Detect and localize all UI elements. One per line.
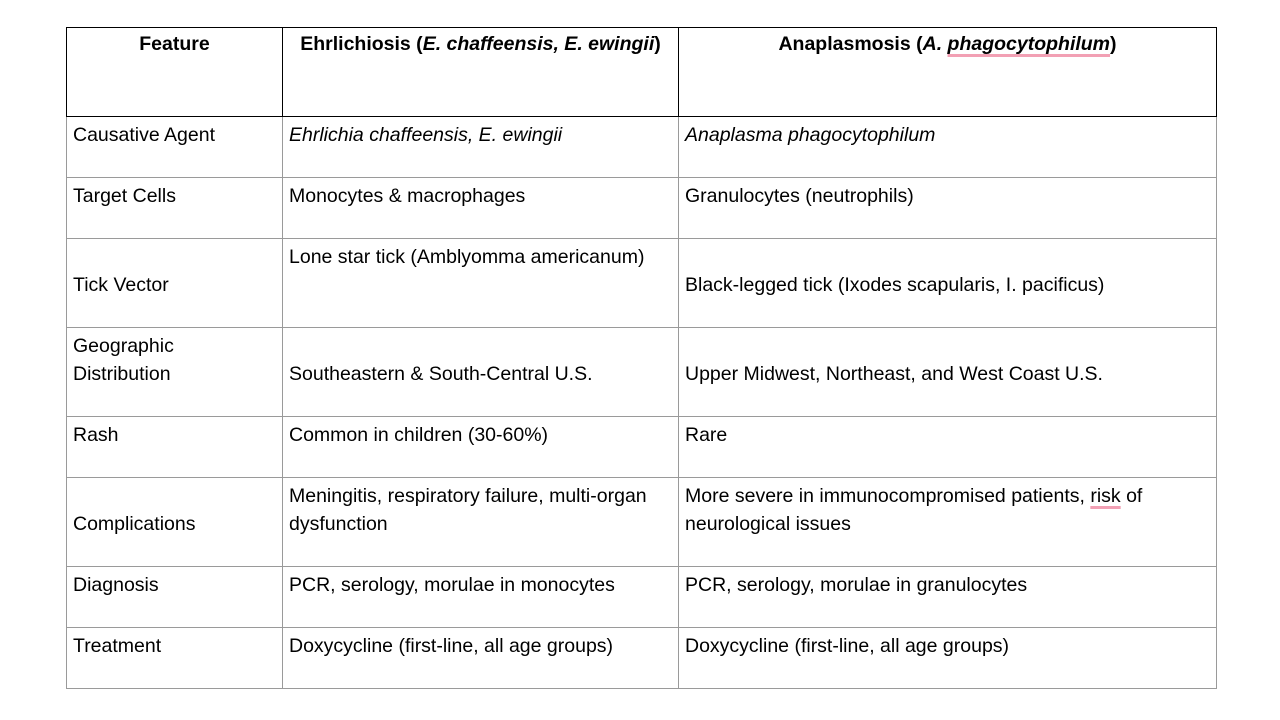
row-label: Tick Vector [67,239,283,328]
cell-anaplasmosis: PCR, serology, morulae in granulocytes [679,567,1217,628]
complications-text-before: More severe in immunocompromised patients, [685,485,1091,507]
row-label: Diagnosis [67,567,283,628]
table-row [67,628,1217,689]
complications-text-after: of neurological issues [685,485,1143,535]
header-anaplasmosis-name: Anaplasmosis ( [778,33,923,55]
table-row [67,567,1217,628]
row-label: Treatment [67,628,283,689]
cell-anaplasmosis: Doxycycline (first-line, all age groups) [679,628,1217,689]
table-row [67,117,1217,178]
table-row [67,417,1217,478]
header-ehrlichiosis-name: Ehrlichiosis ( [300,33,423,55]
spellcheck-flagged-word[interactable]: risk [1090,485,1121,507]
row-label: Complications [67,478,283,567]
row-label: Causative Agent [67,117,283,178]
cell-anaplasmosis: Black-legged tick (Ixodes scapularis, I. pacificus) [679,239,1217,328]
header-ehrlichiosis-close: ) [654,33,661,55]
cell-anaplasmosis: Granulocytes (neutrophils) [679,178,1217,239]
table-row [67,478,1217,567]
cell-ehrlichiosis: Lone star tick (Amblyomma americanum) [283,239,679,328]
header-anaplasmosis [679,28,1217,117]
header-ehrlichiosis-species: E. chaffeensis, E. ewingii [422,33,655,55]
header-row [67,28,1217,117]
cell-anaplasmosis: Rare [679,417,1217,478]
cell-ehrlichiosis: Meningitis, respiratory failure, multi-organ dysfunction [283,478,679,567]
table-row [67,328,1217,417]
cell-ehrlichiosis: Ehrlichia chaffeensis, E. ewingii [283,117,679,178]
cell-ehrlichiosis: Common in children (30-60%) [283,417,679,478]
table-row [67,178,1217,239]
comparison-table [66,27,1217,689]
spellcheck-flagged-word[interactable]: phagocytophilum [947,33,1111,55]
table-row [67,239,1217,328]
cell-ehrlichiosis: Doxycycline (first-line, all age groups) [283,628,679,689]
cell-ehrlichiosis: Monocytes & macrophages [283,178,679,239]
cell-ehrlichiosis: Southeastern & South-Central U.S. [283,328,679,417]
cell-anaplasmosis [679,478,1217,567]
header-anaplasmosis-close: ) [1110,33,1117,55]
row-label: Geographic Distribution [67,328,283,417]
header-feature: Feature [67,28,283,117]
cell-anaplasmosis: Anaplasma phagocytophilum [679,117,1217,178]
header-anaplasmosis-genus: A. [922,33,948,55]
row-label: Rash [67,417,283,478]
cell-anaplasmosis: Upper Midwest, Northeast, and West Coast U.S. [679,328,1217,417]
cell-ehrlichiosis: PCR, serology, morulae in monocytes [283,567,679,628]
row-label: Target Cells [67,178,283,239]
header-ehrlichiosis [283,28,679,117]
